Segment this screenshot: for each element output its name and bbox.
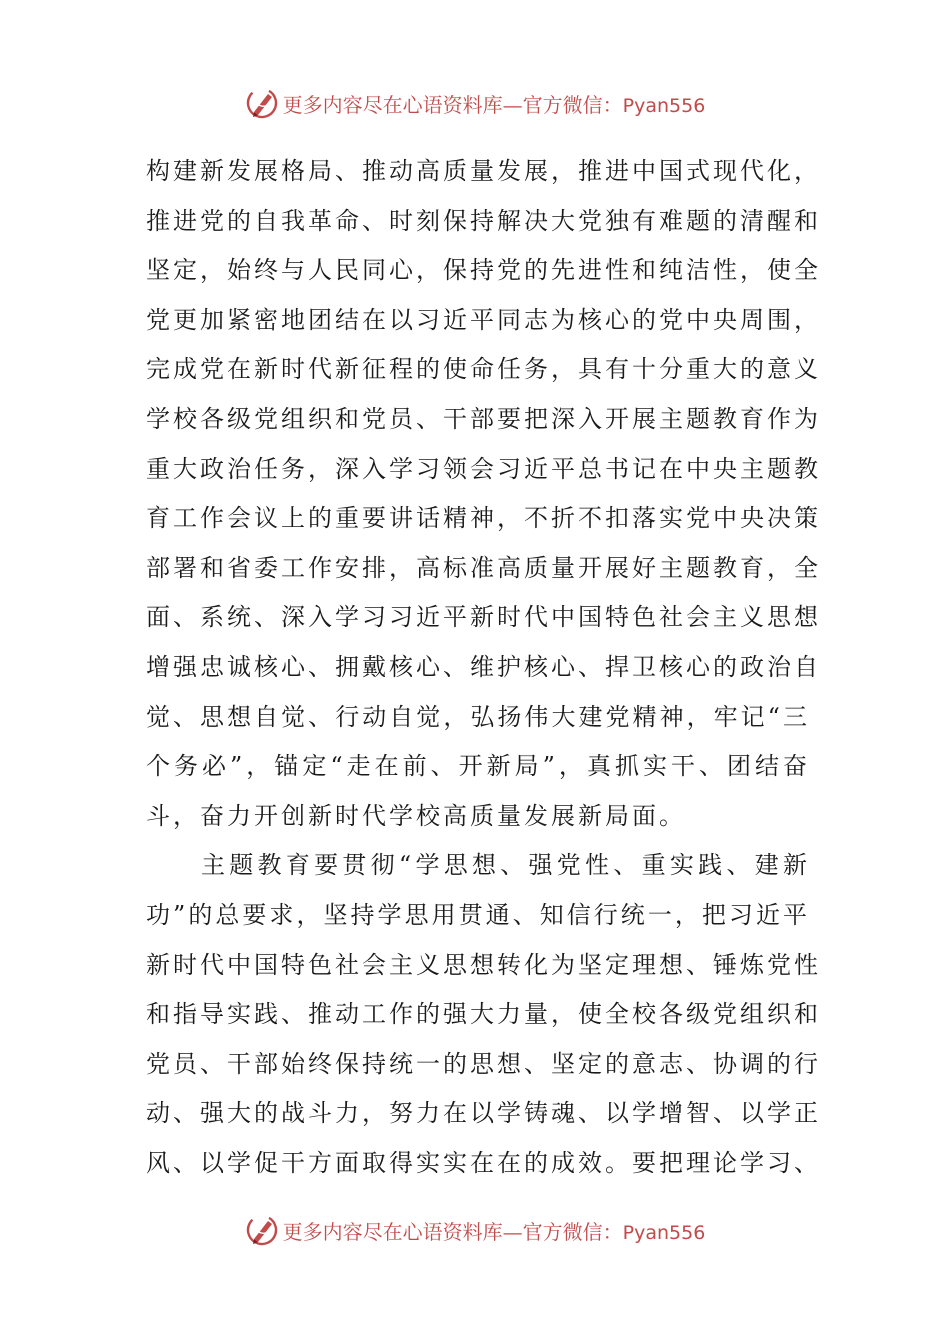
text-line: 育工作会议上的重要讲话精神，不折不扣落实党中央决策 [146,504,821,533]
text-line: 党员、干部始终保持统一的思想、坚定的意志、协调的行 [146,1049,821,1078]
document-body [146,147,821,1188]
text-line: 和指导实践、推动工作的强大力量，使全校各级党组织和 [146,1000,821,1029]
text-line: 坚定，始终与人民同心，保持党的先进性和纯洁性，使全 [146,256,821,285]
text-line: 主题教育要贯彻“学思想、强党性、重实践、建新 [201,851,810,880]
text-line: 功”的总要求，坚持学思用贯通、知信行统一，把习近平 [146,900,810,929]
footer-banner-text: 更多内容尽在心语资料库—官方微信：Pyan556 [282,1219,706,1244]
text-line: 构建新发展格局、推动高质量发展，推进中国式现代化， [146,157,821,185]
text-line: 增强忠诚核心、拥戴核心、维护核心、捍卫核心的政治自 [146,652,821,681]
paragraph-2 [146,841,821,1188]
paragraph-1 [146,147,821,841]
text-line: 党更加紧密地团结在以习近平同志为核心的党中央周围， [146,305,821,334]
header-wechat-id: Pyan556 [622,94,706,117]
text-line: 推进党的自我革命、时刻保持解决大党独有难题的清醒和 [146,206,821,235]
text-line: 部署和省委工作安排，高标准高质量开展好主题教育，全 [146,553,821,582]
footer-wechat-id: Pyan556 [622,1221,706,1244]
text-line: 重大政治任务，深入学习领会习近平总书记在中央主题教 [146,454,821,483]
text-line: 新时代中国特色社会主义思想转化为坚定理想、锤炼党性 [146,950,821,979]
text-line: 动、强大的战斗力，努力在以学铸魂、以学增智、以学正 [146,1099,821,1128]
header-banner-text: 更多内容尽在心语资料库—官方微信：Pyan556 [282,92,706,117]
text-line: 个务必”，锚定“走在前、开新局”，真抓实干、团结奋 [146,752,810,781]
footer-watermark-banner [0,1208,950,1252]
text-line: 完成党在新时代新征程的使命任务，具有十分重大的意义 [146,355,821,384]
text-line: 斗，奋力开创新时代学校高质量发展新局面。 [146,801,686,830]
text-line: 面、系统、深入学习习近平新时代中国特色社会主义思想 [146,603,821,632]
text-line: 觉、思想自觉、行动自觉，弘扬伟大建党精神，牢记“三 [146,702,810,731]
text-line: 风、以学促干方面取得实实在在的成效。要把理论学习、 [146,1148,821,1177]
header-watermark-banner [0,81,950,125]
pen-logo-icon [245,1213,279,1247]
text-line: 学校各级党组织和党员、干部要把深入开展主题教育作为 [146,404,821,433]
pen-logo-icon [245,86,279,120]
